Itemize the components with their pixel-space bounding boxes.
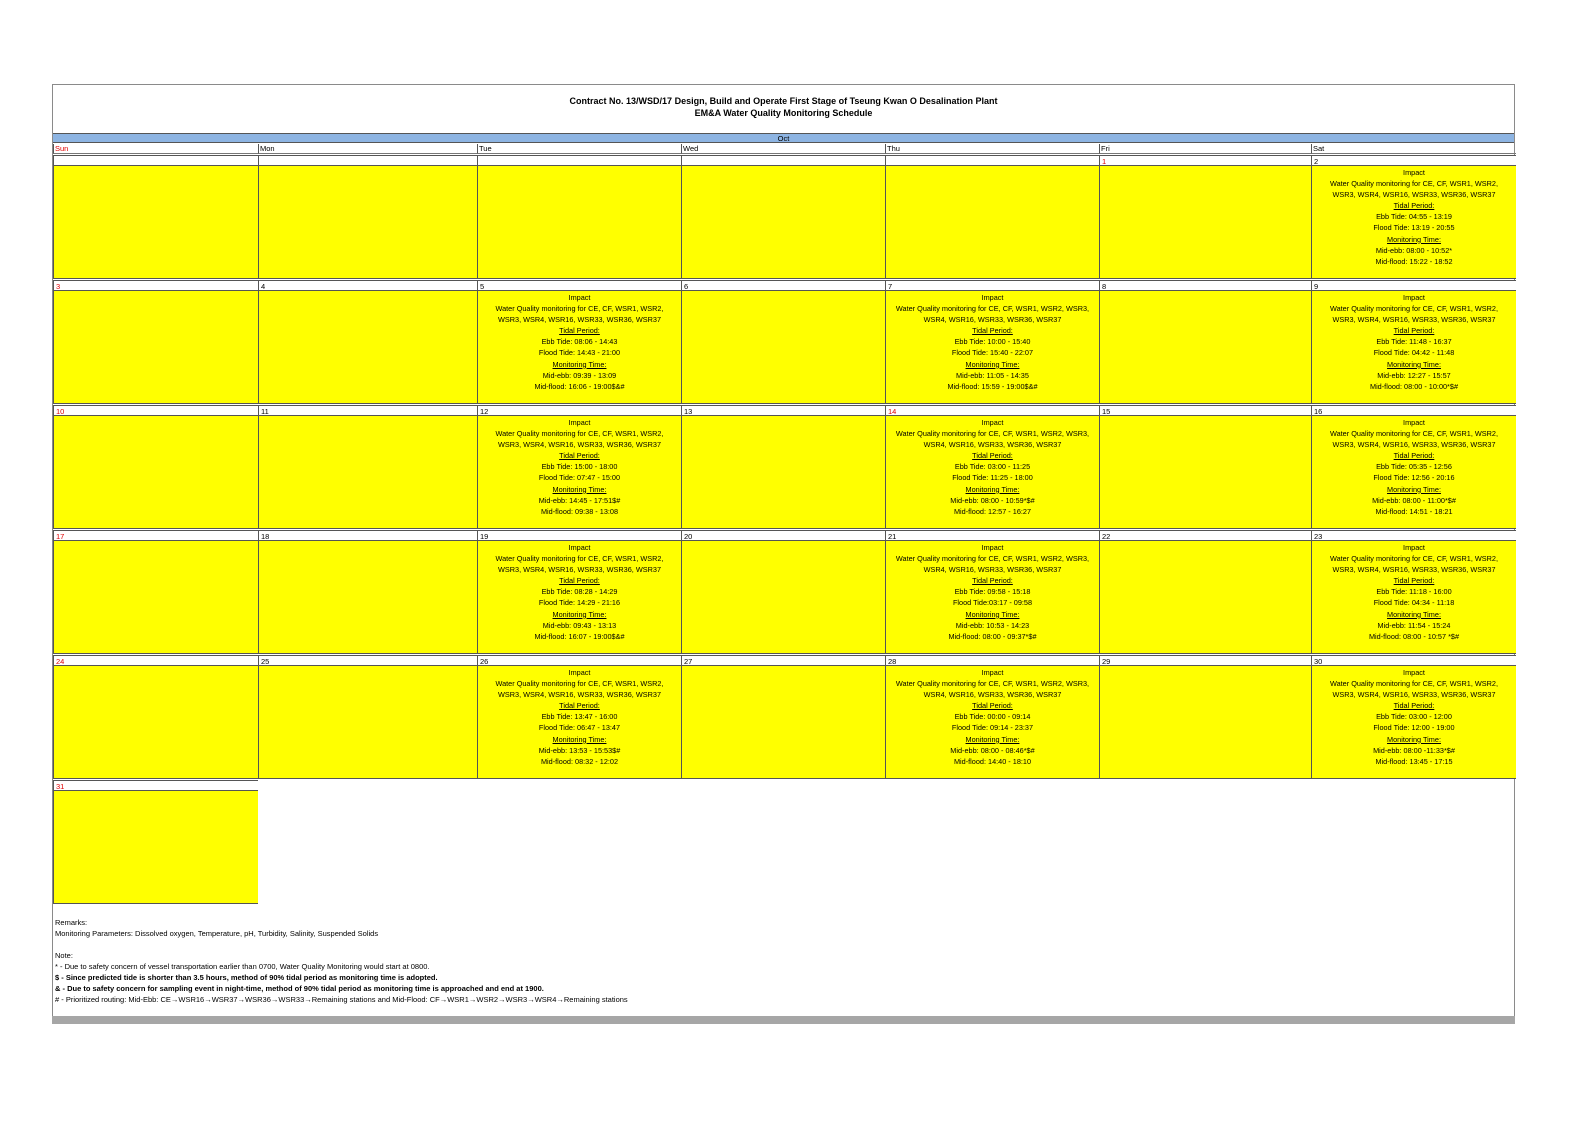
ebb-tide: Ebb Tide: 04:55 - 13:19 (1376, 212, 1452, 222)
weekday-header-tue: Tue (477, 144, 681, 154)
wq-stations-line1: Water Quality monitoring for CE, CF, WSR1, WSR2, (495, 304, 664, 314)
ebb-tide: Ebb Tide: 03:00 - 11:25 (954, 462, 1031, 472)
mid-flood-time: Mid-flood: 08:00 - 10:57 *$# (1368, 631, 1460, 641)
calendar-cell-event[interactable] (885, 291, 1099, 404)
remarks-block (55, 917, 628, 1005)
calendar-cell[interactable] (53, 791, 258, 904)
mid-ebb-time: Mid-ebb: 12:27 - 15:57 (1377, 370, 1451, 380)
monitoring-time-label: Monitoring Time: (1387, 359, 1441, 369)
ebb-tide: Ebb Tide: 11:48 - 16:37 (1376, 337, 1452, 347)
ebb-tide: Ebb Tide: 08:06 - 14:43 (541, 337, 618, 347)
day-number (681, 155, 885, 166)
monitoring-time-label: Monitoring Time: (1387, 484, 1441, 494)
monitoring-time-label: Monitoring Time: (552, 609, 607, 619)
calendar-cell[interactable] (1099, 666, 1311, 779)
calendar-cell-event[interactable] (1311, 166, 1516, 279)
wq-stations-line2: WSR4, WSR16, WSR33, WSR36, WSR37 (923, 690, 1062, 700)
mid-flood-time: Mid-flood: 09:38 - 13:08 (540, 506, 619, 516)
day-number: 7 (885, 280, 1099, 291)
flood-tide: Flood Tide: 14:29 - 21:16 (538, 598, 621, 608)
wq-stations-line1: Water Quality monitoring for CE, CF, WSR1, WSR2, WSR3, (895, 429, 1090, 439)
mid-ebb-time: Mid-ebb: 08:00 - 08:46*$# (950, 745, 1035, 755)
calendar-cell-event[interactable] (1311, 416, 1516, 529)
wq-stations-line1: Water Quality monitoring for CE, CF, WSR1, WSR2, (1329, 679, 1498, 689)
mid-ebb-time: Mid-ebb: 09:43 - 13:13 (542, 620, 617, 630)
mid-flood-time: Mid-flood: 16:06 - 19:00$&# (534, 381, 625, 391)
wq-stations-line2: WSR3, WSR4, WSR16, WSR33, WSR36, WSR37 (1332, 315, 1496, 325)
calendar-cell[interactable] (53, 666, 258, 779)
day-number (477, 155, 681, 166)
flood-tide: Flood Tide: 15:40 - 22:07 (951, 348, 1034, 358)
mid-flood-time: Mid-flood: 15:22 - 18:52 (1375, 256, 1453, 266)
day-number: 6 (681, 280, 885, 291)
calendar-cell[interactable] (1099, 416, 1311, 529)
impact-label: Impact (1403, 543, 1425, 552)
day-number (885, 155, 1099, 166)
wq-stations-line1: Water Quality monitoring for CE, CF, WSR1, WSR2, (495, 554, 664, 564)
mid-ebb-time: Mid-ebb: 10:53 - 14:23 (955, 620, 1030, 630)
calendar-cell[interactable] (258, 166, 477, 279)
title-block (53, 95, 1514, 119)
flood-tide: Flood Tide: 12:00 - 19:00 (1373, 723, 1455, 733)
mid-ebb-time: Mid-ebb: 08:00 - 10:52* (1375, 245, 1453, 255)
impact-label: Impact (981, 668, 1004, 677)
day-number: 1 (1099, 155, 1311, 166)
month-label: Oct (777, 134, 790, 143)
wq-stations-line1: Water Quality monitoring for CE, CF, WSR1, WSR2, WSR3, (895, 554, 1090, 564)
flood-tide: Flood Tide: 12:56 - 20:16 (1373, 473, 1455, 483)
impact-label: Impact (981, 543, 1004, 552)
monitoring-time-label: Monitoring Time: (1387, 734, 1441, 744)
mid-flood-time: Mid-flood: 14:51 - 18:21 (1375, 506, 1453, 516)
mid-flood-time: Mid-flood: 12:57 - 16:27 (953, 506, 1032, 516)
schedule-title: EM&A Water Quality Monitoring Schedule (694, 108, 873, 118)
impact-label: Impact (981, 293, 1004, 302)
calendar-cell-event[interactable] (477, 416, 681, 529)
wq-stations-line2: WSR3, WSR4, WSR16, WSR33, WSR36, WSR37 (498, 565, 661, 575)
calendar-cell[interactable] (1099, 291, 1311, 404)
day-number: 25 (258, 655, 477, 666)
note-star: * - Due to safety concern of vessel transportation earlier than 0700, Water Quality Monitoring would start at 0800. (55, 962, 430, 971)
wq-stations-line2: WSR3, WSR4, WSR16, WSR33, WSR36, WSR37 (498, 315, 661, 325)
day-number: 4 (258, 280, 477, 291)
monitoring-time-label: Monitoring Time: (965, 609, 1020, 619)
calendar-cell[interactable] (681, 166, 885, 279)
day-number: 14 (885, 405, 1099, 416)
impact-label: Impact (568, 543, 591, 552)
impact-label: Impact (568, 293, 591, 302)
mid-ebb-time: Mid-ebb: 14:45 - 17:51$# (538, 495, 621, 505)
monitoring-time-label: Monitoring Time: (965, 359, 1020, 369)
mid-ebb-time: Mid-ebb: 08:00 - 11:00*$# (1372, 495, 1456, 505)
flood-tide: Flood Tide: 09:14 - 23:37 (951, 723, 1034, 733)
day-number: 11 (258, 405, 477, 416)
monitoring-time-label: Monitoring Time: (552, 359, 607, 369)
tidal-period-label: Tidal Period: (1393, 576, 1435, 586)
tidal-period-label: Tidal Period: (972, 701, 1013, 711)
impact-label: Impact (568, 668, 591, 677)
day-number: 9 (1311, 280, 1516, 291)
mid-ebb-time: Mid-ebb: 08:00 -11:33*$# (1373, 745, 1455, 755)
mid-ebb-time: Mid-ebb: 11:54 - 15:24 (1377, 620, 1451, 630)
mid-flood-time: Mid-flood: 08:32 - 12:02 (540, 756, 619, 766)
mid-ebb-time: Mid-ebb: 09:39 - 13:09 (542, 370, 617, 380)
mid-flood-time: Mid-flood: 13:45 - 17:15 (1375, 756, 1453, 766)
day-number: 10 (53, 405, 258, 416)
flood-tide: Flood Tide:03:17 - 09:58 (952, 598, 1033, 608)
wq-stations-line1: Water Quality monitoring for CE, CF, WSR1, WSR2, (1329, 554, 1498, 564)
weekday-header-sun: Sun (53, 144, 258, 154)
ebb-tide: Ebb Tide: 11:18 - 16:00 (1376, 587, 1452, 597)
mid-ebb-time: Mid-ebb: 13:53 - 15:53$# (538, 745, 621, 755)
wq-stations-line1: Water Quality monitoring for CE, CF, WSR1, WSR2, WSR3, (895, 679, 1090, 689)
contract-title: Contract No. 13/WSD/17 Design, Build and Operate First Stage of Tseung Kwan O Desalination Plant (569, 96, 998, 106)
weekday-header-wed: Wed (681, 144, 885, 154)
tidal-period-label: Tidal Period: (1393, 201, 1435, 211)
note-hash: # - Prioritized routing: Mid-Ebb: CE→WSR16→WSR37→WSR36→WSR33→Remaining stations and Mid-Flood: CF→WSR1→WSR2→WSR3→WSR4→Remaining stations (55, 995, 628, 1004)
tidal-period-label: Tidal Period: (559, 701, 600, 711)
day-number (53, 155, 258, 166)
day-number: 3 (53, 280, 258, 291)
ebb-tide: Ebb Tide: 03:00 - 12:00 (1376, 712, 1452, 722)
tidal-period-label: Tidal Period: (972, 326, 1013, 336)
wq-stations-line2: WSR3, WSR4, WSR16, WSR33, WSR36, WSR37 (498, 690, 661, 700)
wq-stations-line2: WSR3, WSR4, WSR16, WSR33, WSR36, WSR37 (498, 440, 661, 450)
flood-tide: Flood Tide: 11:25 - 18:00 (952, 473, 1033, 483)
mid-flood-time: Mid-flood: 08:00 - 10:00*$# (1369, 381, 1459, 391)
day-number: 18 (258, 530, 477, 541)
day-number: 28 (885, 655, 1099, 666)
calendar-cell-event[interactable] (885, 416, 1099, 529)
day-number: 8 (1099, 280, 1311, 291)
calendar-cell-event[interactable] (1311, 666, 1516, 779)
calendar-cell[interactable] (681, 666, 885, 779)
day-number: 20 (681, 530, 885, 541)
monitoring-time-label: Monitoring Time: (1387, 609, 1441, 619)
tidal-period-label: Tidal Period: (1393, 701, 1435, 711)
ebb-tide: Ebb Tide: 10:00 - 15:40 (954, 337, 1031, 347)
weekday-header-sat: Sat (1311, 144, 1516, 154)
ebb-tide: Ebb Tide: 05:35 - 12:56 (1376, 462, 1452, 472)
schedule-sheet (52, 84, 1515, 1016)
calendar-cell[interactable] (258, 416, 477, 529)
tidal-period-label: Tidal Period: (559, 326, 600, 336)
wq-stations-line2: WSR3, WSR4, WSR16, WSR33, WSR36, WSR37 (1332, 440, 1496, 450)
wq-stations-line2: WSR3, WSR4, WSR16, WSR33, WSR36, WSR37 (1332, 190, 1496, 200)
wq-stations-line1: Water Quality monitoring for CE, CF, WSR1, WSR2, (1329, 304, 1498, 314)
calendar-cell[interactable] (681, 541, 885, 654)
day-number: 5 (477, 280, 681, 291)
tidal-period-label: Tidal Period: (972, 576, 1013, 586)
day-number: 13 (681, 405, 885, 416)
calendar-cell-event[interactable] (1311, 541, 1516, 654)
calendar-cell-event[interactable] (477, 291, 681, 404)
flood-tide: Flood Tide: 04:34 - 11:18 (1373, 598, 1455, 608)
calendar-cell-event[interactable] (477, 541, 681, 654)
ebb-tide: Ebb Tide: 00:00 - 09:14 (954, 712, 1031, 722)
day-number: 17 (53, 530, 258, 541)
mid-ebb-time: Mid-ebb: 11:05 - 14:35 (956, 370, 1029, 380)
day-number: 21 (885, 530, 1099, 541)
wq-stations-line1: Water Quality monitoring for CE, CF, WSR1, WSR2, (1329, 429, 1498, 439)
note-dollar: $ - Since predicted tide is shorter than 3.5 hours, method of 90% tidal period as monitoring time is adopted. (55, 973, 438, 982)
day-number: 27 (681, 655, 885, 666)
weekday-header-fri: Fri (1099, 144, 1311, 154)
day-number: 22 (1099, 530, 1311, 541)
calendar-cell[interactable] (53, 541, 258, 654)
calendar-cell[interactable] (885, 166, 1099, 279)
flood-tide: Flood Tide: 13:19 - 20:55 (1373, 223, 1455, 233)
wq-stations-line1: Water Quality monitoring for CE, CF, WSR1, WSR2, (1329, 179, 1498, 189)
wq-stations-line1: Water Quality monitoring for CE, CF, WSR1, WSR2, (495, 429, 664, 439)
mid-flood-time: Mid-flood: 16:07 - 19:00$&# (534, 631, 625, 641)
wq-stations-line2: WSR3, WSR4, WSR16, WSR33, WSR36, WSR37 (1332, 690, 1496, 700)
day-number: 2 (1311, 155, 1516, 166)
tidal-period-label: Tidal Period: (559, 451, 600, 461)
monitoring-time-label: Monitoring Time: (965, 734, 1020, 744)
flood-tide: Flood Tide: 14:43 - 21:00 (538, 348, 621, 358)
day-number: 30 (1311, 655, 1516, 666)
wq-stations-line2: WSR4, WSR16, WSR33, WSR36, WSR37 (923, 315, 1062, 325)
bottom-bar (52, 1016, 1515, 1024)
monitoring-time-label: Monitoring Time: (552, 734, 607, 744)
note-heading: Note: (55, 951, 73, 960)
flood-tide: Flood Tide: 07:47 - 15:00 (538, 473, 621, 483)
monitoring-time-label: Monitoring Time: (965, 484, 1020, 494)
monitoring-parameters: Monitoring Parameters: Dissolved oxygen, Temperature, pH, Turbidity, Salinity, Suspended Solids (55, 929, 379, 938)
tidal-period-label: Tidal Period: (1393, 451, 1435, 461)
day-number: 24 (53, 655, 258, 666)
calendar-cell-event[interactable] (477, 666, 681, 779)
flood-tide: Flood Tide: 06:47 - 13:47 (538, 723, 621, 733)
calendar-cell[interactable] (53, 166, 258, 279)
wq-stations-line2: WSR4, WSR16, WSR33, WSR36, WSR37 (923, 565, 1062, 575)
wq-stations-line1: Water Quality monitoring for CE, CF, WSR1, WSR2, WSR3, (895, 304, 1090, 314)
mid-flood-time: Mid-flood: 15:59 - 19:00$&# (947, 381, 1038, 391)
calendar-cell[interactable] (258, 666, 477, 779)
calendar-cell[interactable] (681, 291, 885, 404)
calendar-cell[interactable] (258, 291, 477, 404)
tidal-period-label: Tidal Period: (1393, 326, 1435, 336)
monitoring-time-label: Monitoring Time: (1387, 234, 1441, 244)
calendar-cell[interactable] (1099, 541, 1311, 654)
month-bar (53, 133, 1514, 143)
day-number: 26 (477, 655, 681, 666)
tidal-period-label: Tidal Period: (972, 451, 1013, 461)
impact-label: Impact (1403, 668, 1425, 677)
calendar-cell-event[interactable] (885, 666, 1099, 779)
calendar-cell[interactable] (258, 541, 477, 654)
ebb-tide: Ebb Tide: 08:28 - 14:29 (541, 587, 618, 597)
calendar-cell[interactable] (681, 416, 885, 529)
wq-stations-line2: WSR4, WSR16, WSR33, WSR36, WSR37 (923, 440, 1062, 450)
day-number: 19 (477, 530, 681, 541)
impact-label: Impact (981, 418, 1004, 427)
weekday-header-mon: Mon (258, 144, 477, 154)
calendar-cell[interactable] (53, 291, 258, 404)
ebb-tide: Ebb Tide: 15:00 - 18:00 (541, 462, 618, 472)
tidal-period-label: Tidal Period: (559, 576, 600, 586)
calendar-cell[interactable] (477, 166, 681, 279)
day-number: 29 (1099, 655, 1311, 666)
calendar-cell[interactable] (1099, 166, 1311, 279)
note-amp: & - Due to safety concern for sampling event in night-time, method of 90% tidal period as monitoring time is approached and end at 1900. (55, 984, 544, 993)
impact-label: Impact (568, 418, 591, 427)
day-number: 15 (1099, 405, 1311, 416)
impact-label: Impact (1403, 418, 1425, 427)
mid-ebb-time: Mid-ebb: 08:00 - 10:59*$# (950, 495, 1035, 505)
day-number: 12 (477, 405, 681, 416)
calendar-cell[interactable] (53, 416, 258, 529)
day-number (258, 155, 477, 166)
mid-flood-time: Mid-flood: 08:00 - 09:37*$# (948, 631, 1037, 641)
calendar-cell-event[interactable] (885, 541, 1099, 654)
wq-stations-line2: WSR3, WSR4, WSR16, WSR33, WSR36, WSR37 (1332, 565, 1496, 575)
remarks-heading: Remarks: (55, 918, 88, 927)
day-number: 16 (1311, 405, 1516, 416)
calendar-cell-event[interactable] (1311, 291, 1516, 404)
wq-stations-line1: Water Quality monitoring for CE, CF, WSR1, WSR2, (495, 679, 664, 689)
impact-label: Impact (1403, 293, 1425, 302)
monitoring-time-label: Monitoring Time: (552, 484, 607, 494)
ebb-tide: Ebb Tide: 09:58 - 15:18 (954, 587, 1031, 597)
day-number: 31 (53, 780, 258, 791)
impact-label: Impact (1403, 168, 1425, 177)
mid-flood-time: Mid-flood: 14:40 - 18:10 (953, 756, 1032, 766)
ebb-tide: Ebb Tide: 13:47 - 16:00 (541, 712, 618, 722)
weekday-header-thu: Thu (885, 144, 1099, 154)
flood-tide: Flood Tide: 04:42 - 11:48 (1373, 348, 1455, 358)
day-number: 23 (1311, 530, 1516, 541)
